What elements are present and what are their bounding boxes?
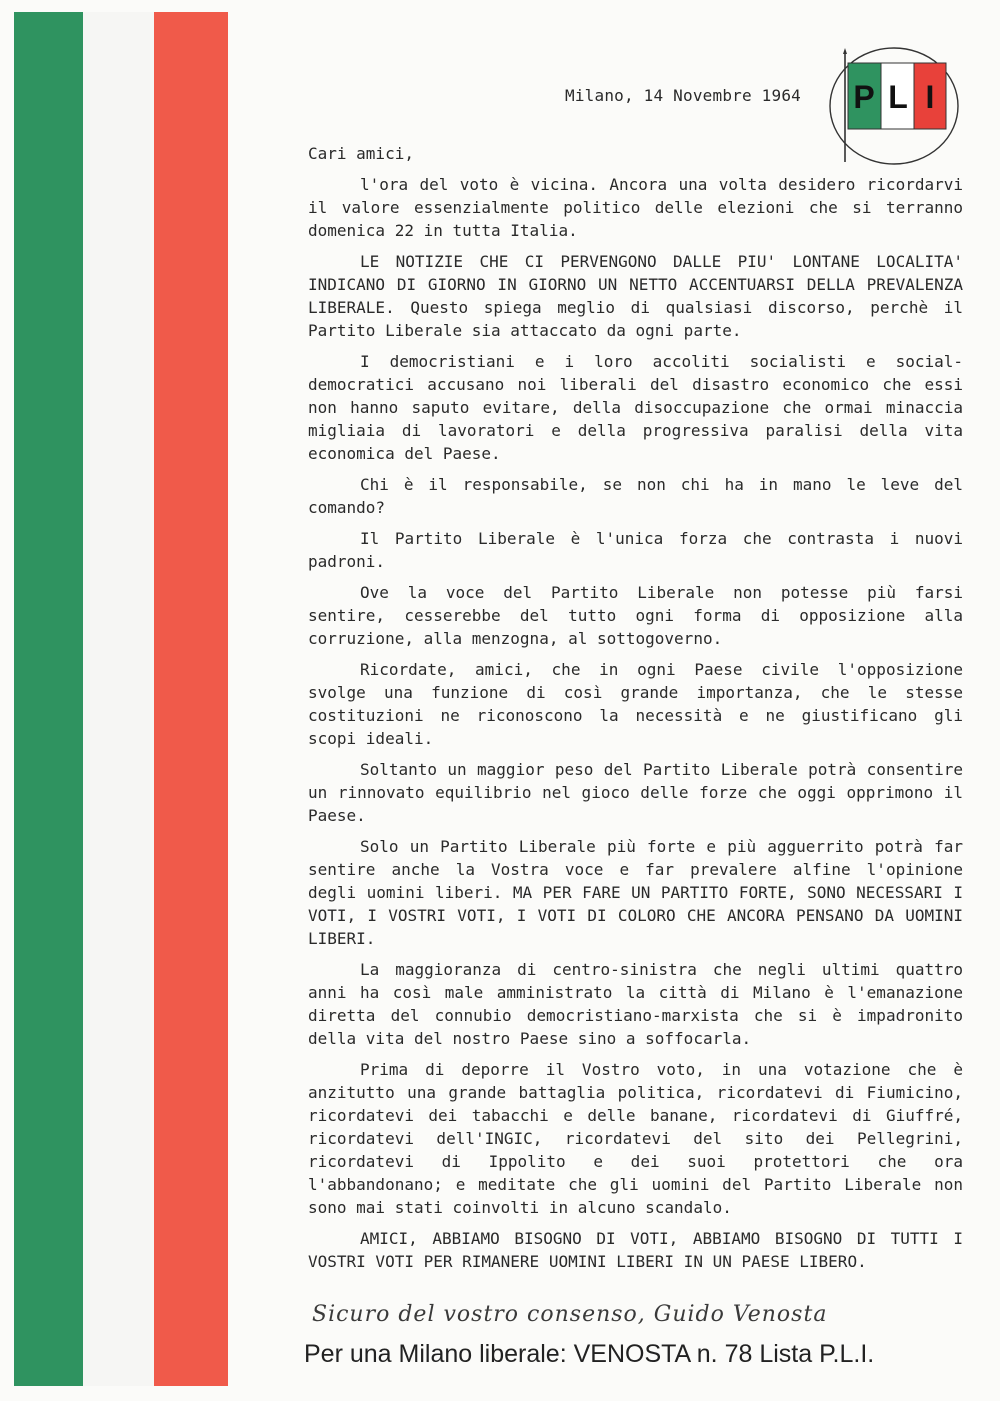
paragraph-7: Ricordate, amici, che in ogni Paese civile l'opposizione svolge una funzione di così grande importanza, che le stesse costituzioni ne riconoscono la necessità e ne giustificano gli scopi ideali. <box>308 660 963 748</box>
flag-stripe-red <box>154 12 228 1386</box>
paragraph-5: Il Partito Liberale è l'unica forza che contrasta i nuovi padroni. <box>308 529 963 571</box>
svg-text:P: P <box>853 79 875 115</box>
flag-stripe-white <box>83 12 154 1386</box>
paragraph-4: Chi è il responsabile, se non chi ha in mano le leve del comando? <box>308 475 963 517</box>
paragraph-2: LE NOTIZIE CHE CI PERVENGONO DALLE PIU' LONTANE LOCALITA' INDICANO DI GIORNO IN GIORNO UN NETTO ACCENTUARSI DELLA PREVALENZA LIBERALE. Questo spiega meglio di qualsiasi discorso, perchè il Partito Liberale sia attaccato da ogni parte. <box>308 252 963 340</box>
letter-body <box>308 142 963 1281</box>
footer-slogan: Per una Milano liberale: VENOSTA n. 78 Lista P.L.I. <box>304 1340 875 1368</box>
svg-text:I: I <box>925 79 935 115</box>
paragraph-9: Solo un Partito Liberale più forte e più agguerrito potrà far sentire anche la Vostra voce e far prevalere alfine l'opinione degli uomini liberi. MA PER FARE UN PARTITO FORTE, SONO NECESSARI I VOTI, I VOSTRI VOTI, I VOTI DI COLORO CHE ANCORA PENSANO DA UOMINI LIBERI. <box>308 837 963 948</box>
paragraph-8: Soltanto un maggior peso del Partito Liberale potrà consentire un rinnovato equilibrio nel gioco delle forze che oggi opprimono il Paese. <box>308 760 963 825</box>
paragraph-3: I democristiani e i loro accoliti socialisti e social-democratici accusano noi liberali del disastro economico che essi non hanno saputo evitare, della disoccupazione che ormai minaccia migliaia di lavoratori e della progressiva paralisi della vita economica del Paese. <box>308 352 963 463</box>
paragraph-11: Prima di deporre il Vostro voto, in una votazione che è anzitutto una grande battaglia politica, ricordatevi di Fiumicino, ricordatevi dei tabacchi e delle banane, ricordatevi di Giuffré, ricordatevi dell'INGIC, ricordatevi del sito dei Pellegrini, ricordatevi di Ippolito e dei suoi protettori che ora l'abbandonano; e meditate che gli uomini del Partito Liberale non sono mai stati coinvolti in alcuno scandalo. <box>308 1060 963 1217</box>
paragraph-1: l'ora del voto è vicina. Ancora una volta desidero ricordarvi il valore essenzialmente politico delle elezioni che si terranno domenica 22 in tutta Italia. <box>308 175 963 240</box>
svg-text:L: L <box>888 79 908 115</box>
flag-stripe-green <box>14 12 83 1386</box>
salutation: Cari amici, <box>308 144 414 163</box>
paragraph-12: AMICI, ABBIAMO BISOGNO DI VOTI, ABBIAMO BISOGNO DI TUTTI I VOSTRI VOTI PER RIMANERE UOMINI LIBERI IN UN PAESE LIBERO. <box>308 1229 963 1271</box>
paragraph-10: La maggioranza di centro-sinistra che negli ultimi quattro anni ha così male amministrato la città di Milano è l'emanazione diretta del connubio democristiano-marxista che si è impadronito della vita del nostro Paese sino a soffocarla. <box>308 960 963 1048</box>
letter-date: Milano, 14 Novembre 1964 <box>565 86 801 105</box>
handwritten-signature: Sicuro del vostro consenso, Guido Venosta <box>312 1302 828 1327</box>
paragraph-6: Ove la voce del Partito Liberale non potesse più farsi sentire, cesserebbe del tutto ogni forma di opposizione alla corruzione, alla menzogna, al sottogoverno. <box>308 583 963 648</box>
